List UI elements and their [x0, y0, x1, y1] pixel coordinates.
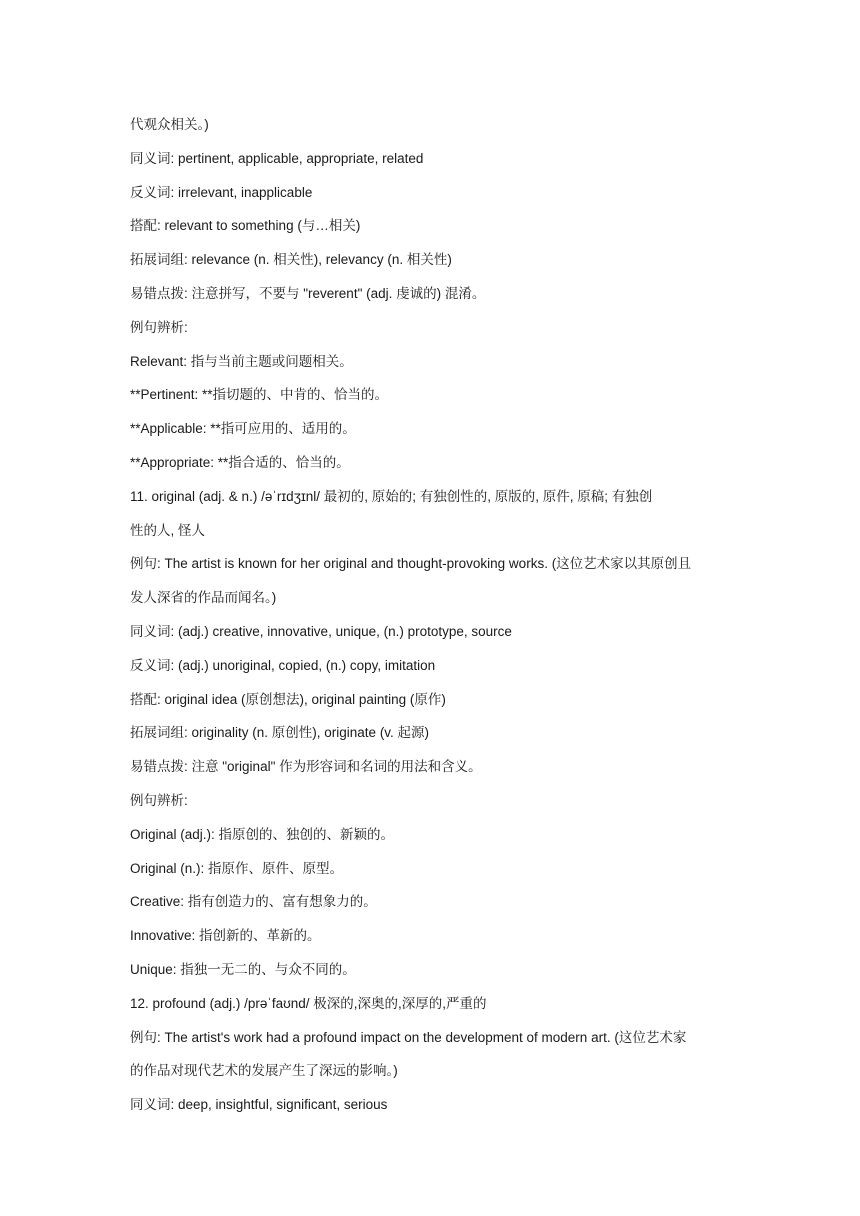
antonyms-line: 反义词: irrelevant, inapplicable	[130, 184, 313, 200]
example-sentence-continued: 的作品对现代艺术的发展产生了深远的影响。)	[130, 1063, 398, 1079]
analysis-item: Innovative: 指创新的、革新的。	[130, 928, 321, 944]
synonyms-line: 同义词: (adj.) creative, innovative, unique, (n.) prototype, source	[130, 623, 512, 639]
text-line: 代观众相关。)	[130, 117, 209, 132]
analysis-item: Creative: 指有创造力的、富有想象力的。	[130, 894, 377, 910]
entry-heading-continued: 性的人, 怪人	[130, 522, 206, 538]
analysis-item: **Applicable: **指可应用的、适用的。	[130, 421, 356, 437]
collocation-line: 搭配: relevant to something (与…相关)	[130, 218, 361, 234]
analysis-item: Original (adj.): 指原创的、独创的、新颖的。	[130, 826, 395, 842]
collocation-line: 搭配: original idea (原创想法), original painting (原作)	[130, 691, 446, 707]
antonyms-line: 反义词: (adj.) unoriginal, copied, (n.) copy, imitation	[130, 657, 436, 673]
extended-phrases-line: 拓展词组: relevance (n. 相关性), relevancy (n. 相关性)	[130, 252, 452, 268]
analysis-item: Original (n.): 指原作、原件、原型。	[130, 860, 344, 876]
synonyms-line: 同义词: pertinent, applicable, appropriate, related	[130, 150, 424, 166]
example-sentence-continued: 发人深省的作品而闻名。)	[130, 590, 277, 606]
analysis-item: **Appropriate: **指合适的、恰当的。	[130, 454, 350, 470]
example-analysis-heading: 例句辨析:	[130, 792, 188, 808]
entry-heading-profound: 12. profound (adj.) /prəˈfaʊnd/ 极深的,深奥的,深厚的,严重的	[130, 995, 487, 1011]
analysis-item: Unique: 指独一无二的、与众不同的。	[130, 961, 356, 977]
entry-heading-original: 11. original (adj. & n.) /əˈrɪdʒɪnl/ 最初的, 原始的; 有独创性的, 原版的, 原件, 原稿; 有独创	[130, 488, 653, 504]
synonyms-line: 同义词: deep, insightful, significant, serious	[130, 1097, 388, 1113]
document-page	[130, 108, 734, 1122]
error-tip-line: 易错点拨: 注意拼写，不要与 "reverent" (adj. 虔诚的) 混淆。	[130, 285, 486, 301]
error-tip-line: 易错点拨: 注意 "original" 作为形容词和名词的用法和含义。	[130, 759, 482, 775]
example-sentence-line: 例句: The artist is known for her original and thought-provoking works. (这位艺术家以其原创且	[130, 556, 692, 572]
extended-phrases-line: 拓展词组: originality (n. 原创性), originate (v. 起源)	[130, 725, 430, 741]
analysis-item: Relevant: 指与当前主题或问题相关。	[130, 353, 353, 369]
example-sentence-line: 例句: The artist's work had a profound impact on the development of modern art. (这位艺术家	[130, 1029, 687, 1045]
example-analysis-heading: 例句辨析:	[130, 319, 188, 335]
analysis-item: **Pertinent: **指切题的、中肯的、恰当的。	[130, 387, 389, 403]
